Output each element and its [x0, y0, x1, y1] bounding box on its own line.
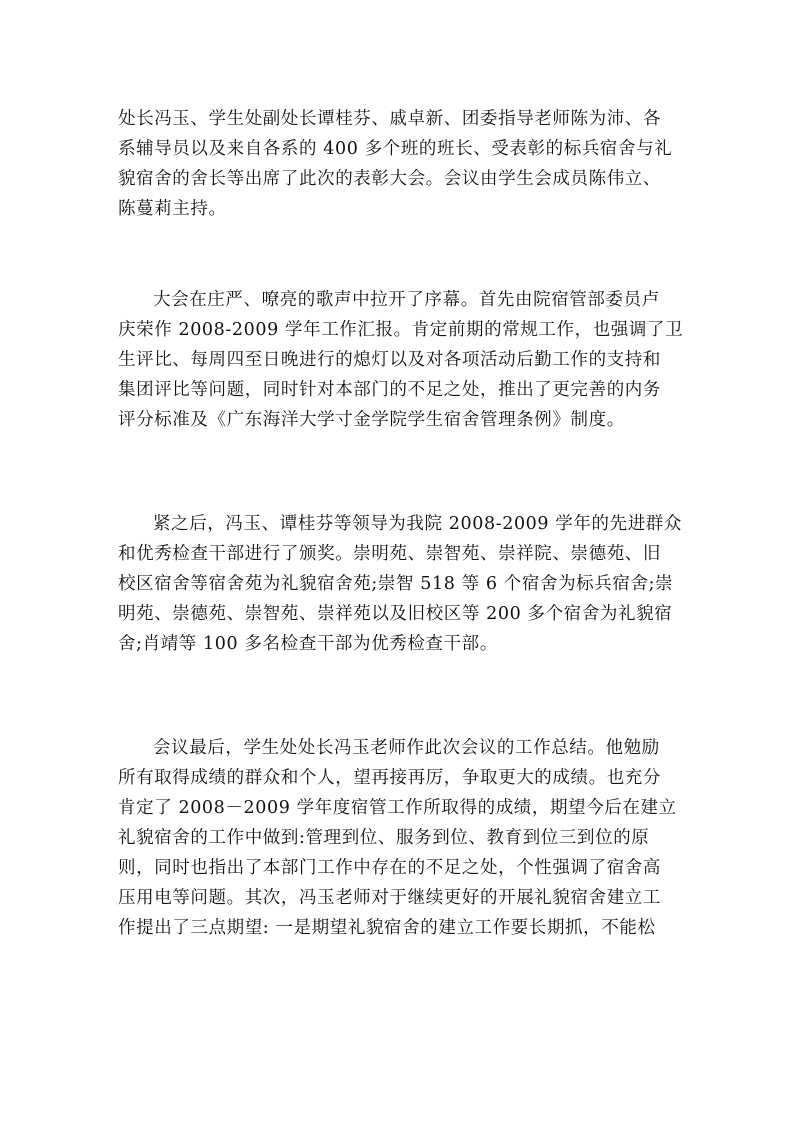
text-line: 肯定了 2008－2009 学年度宿管工作所取得的成绩，期望今后在建立 [118, 798, 677, 818]
text-line: 陈蔓莉主持。 [118, 199, 227, 219]
text-line: 所有取得成绩的群众和个人，望再接再厉，争取更大的成绩。也充分 [118, 768, 661, 788]
text-line: 集团评比等问题，同时针对本部门的不足之处，推出了更完善的内务 [118, 380, 661, 400]
paragraph-4 [118, 733, 688, 943]
text-line: 舍;肖靖等 100 多名检查干部为优秀检查干部。 [118, 634, 498, 654]
text-line: 作提出了三点期望: 一是期望礼貌宿舍的建立工作要长期抓，不能松 [118, 918, 656, 938]
text-line: 明苑、崇德苑、崇智苑、崇祥苑以及旧校区等 200 多个宿舍为礼貌宿 [118, 604, 673, 624]
text-line: 貌宿舍的舍长等出席了此次的表彰大会。会议由学生会成员陈伟立、 [118, 169, 661, 189]
text-line: 评分标准及《广东海洋大学寸金学院学生宿舍管理条例》制度。 [118, 410, 625, 430]
paragraph-2 [118, 285, 688, 435]
paragraph-1 [118, 104, 688, 224]
text-line: 紧之后，冯玉、谭桂芬等领导为我院 2008-2009 学年的先进群众 [153, 514, 683, 534]
text-line: 和优秀检查干部进行了颁奖。崇明苑、崇智苑、崇祥院、崇德苑、旧 [118, 544, 661, 564]
text-line: 生评比、每周四至日晚进行的熄灯以及对各项活动后勤工作的支持和 [118, 350, 661, 370]
text-line: 系辅导员以及来自各系的 400 多个班的班长、受表彰的标兵宿舍与礼 [118, 139, 673, 159]
text-line: 则，同时也指出了本部门工作中存在的不足之处，个性强调了宿舍高 [118, 858, 661, 878]
text-line: 压用电等问题。其次，冯玉老师对于继续更好的开展礼貌宿舍建立工 [118, 888, 661, 908]
text-line: 处长冯玉、学生处副处长谭桂芬、戚卓新、团委指导老师陈为沛、各 [118, 109, 661, 129]
text-line: 庆荣作 2008-2009 学年工作汇报。肯定前期的常规工作，也强调了卫 [118, 320, 684, 340]
paragraph-3 [118, 509, 688, 659]
text-line: 礼貌宿舍的工作中做到:管理到位、服务到位、教育到位三到位的原 [118, 828, 650, 848]
text-line: 大会在庄严、嘹亮的歌声中拉开了序幕。首先由院宿管部委员卢 [153, 290, 660, 310]
text-line: 校区宿舍等宿舍苑为礼貌宿舍苑;崇智 518 等 6 个宿舍为标兵宿舍;崇 [118, 574, 674, 594]
text-line: 会议最后，学生处处长冯玉老师作此次会议的工作总结。他勉励 [153, 738, 660, 758]
